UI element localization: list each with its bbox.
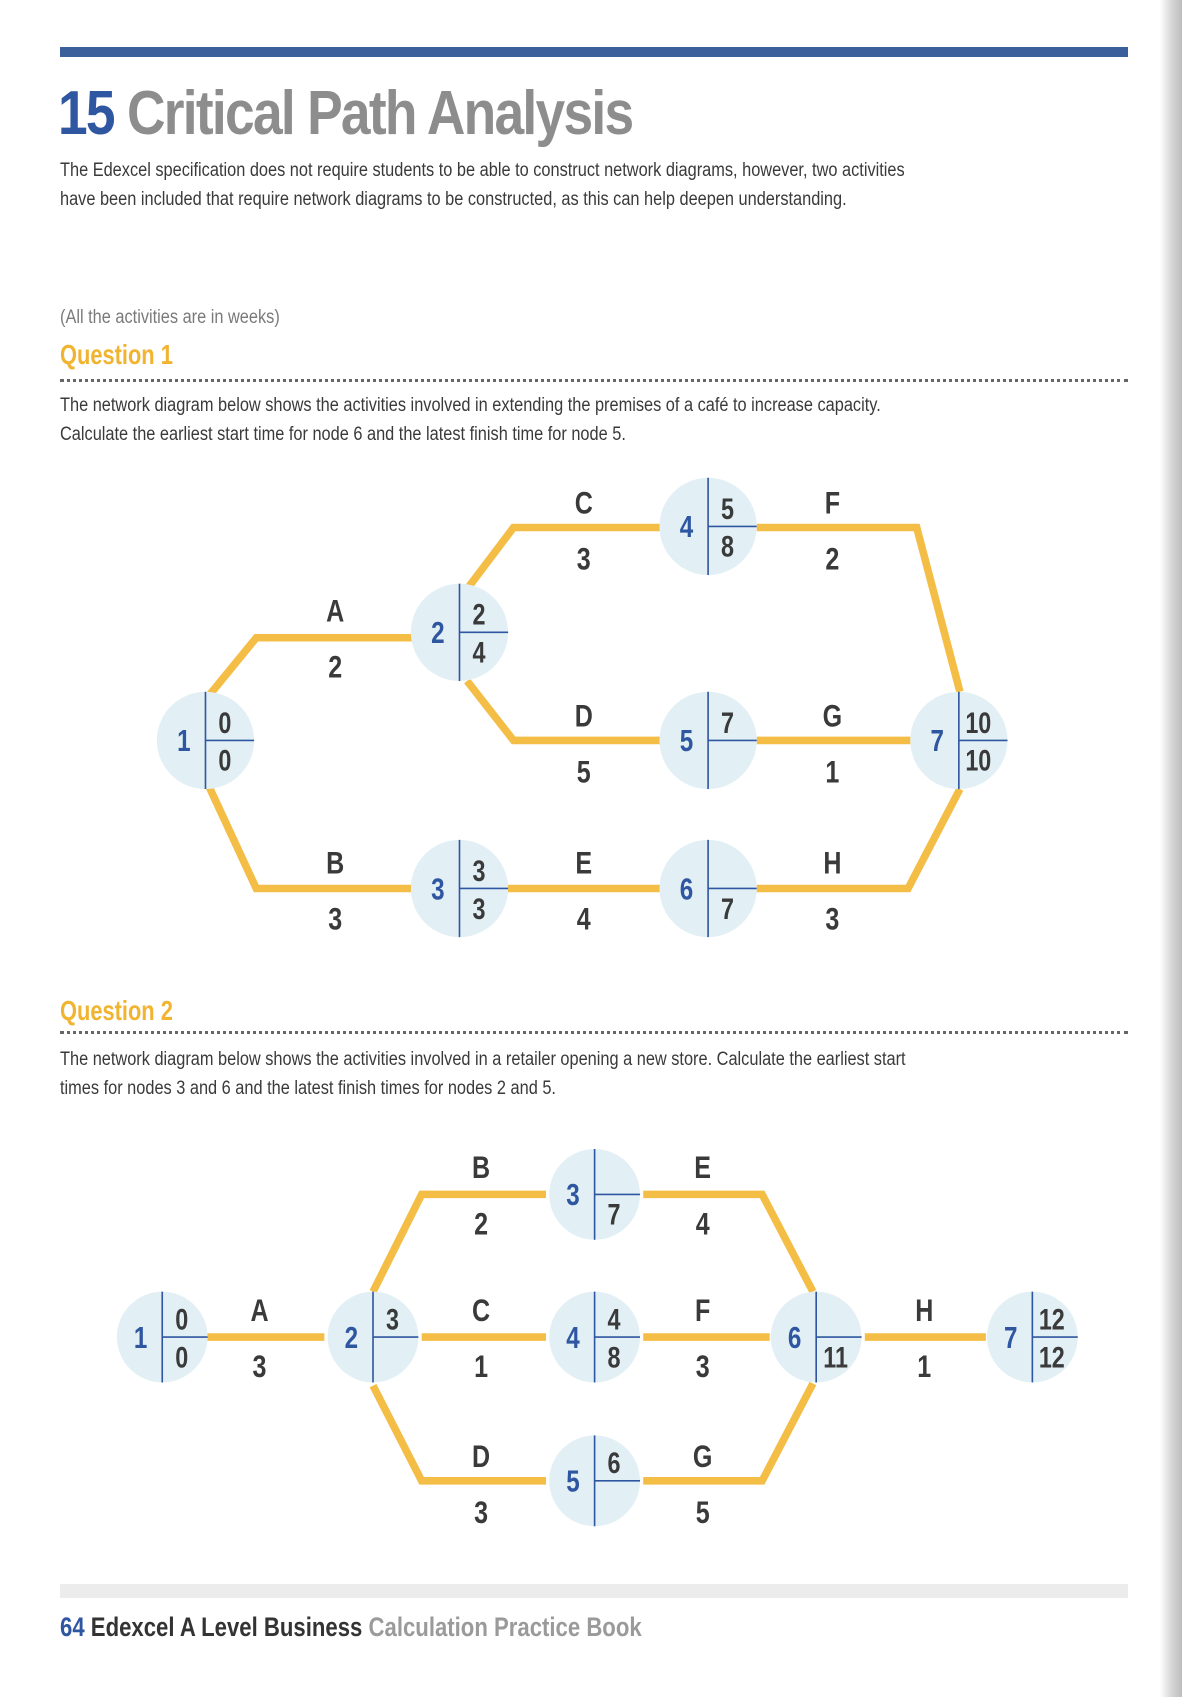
earliest-start-time: 3 bbox=[385, 1302, 399, 1337]
earliest-start-time: 10 bbox=[965, 706, 992, 740]
earliest-start-time: 12 bbox=[1038, 1302, 1065, 1337]
earliest-start-time: 3 bbox=[472, 854, 486, 888]
latest-finish-time: 8 bbox=[607, 1340, 621, 1374]
activity-arrow-E bbox=[643, 1194, 813, 1291]
activity-duration: 5 bbox=[695, 1495, 710, 1531]
footer-band bbox=[60, 1584, 1128, 1598]
node-3 bbox=[411, 840, 508, 937]
activity-duration: 1 bbox=[474, 1349, 489, 1385]
latest-finish-time: 11 bbox=[823, 1340, 848, 1374]
activity-label: H bbox=[823, 845, 842, 882]
node-4 bbox=[659, 478, 756, 575]
book-title: Calculation Practice Book bbox=[368, 1612, 642, 1642]
activity-label: D bbox=[472, 1439, 491, 1475]
earliest-start-time: 2 bbox=[472, 598, 486, 632]
node-7 bbox=[987, 1292, 1078, 1383]
node-number: 3 bbox=[566, 1177, 580, 1212]
activity-arrow-D bbox=[373, 1386, 546, 1481]
latest-finish-time: 0 bbox=[218, 744, 232, 778]
latest-finish-time: 7 bbox=[721, 892, 735, 926]
question-text-line: times for nodes 3 and 6 and the latest finish times for nodes 2 and 5. bbox=[60, 1078, 556, 1099]
chapter-number: 15 bbox=[58, 79, 114, 148]
earliest-start-time: 5 bbox=[721, 492, 735, 526]
node-number: 1 bbox=[133, 1320, 148, 1355]
activity-label: F bbox=[695, 1293, 711, 1329]
node-1 bbox=[117, 1292, 208, 1383]
units-note: (All the activities are in weeks) bbox=[60, 307, 280, 328]
latest-finish-time: 0 bbox=[175, 1340, 189, 1374]
node-number: 6 bbox=[679, 871, 694, 906]
latest-finish-time: 12 bbox=[1038, 1340, 1065, 1374]
activity-label: E bbox=[694, 1150, 712, 1186]
latest-finish-time: 3 bbox=[472, 892, 486, 926]
earliest-start-time: 0 bbox=[175, 1302, 189, 1337]
activity-duration: 3 bbox=[328, 901, 343, 938]
activity-duration: 3 bbox=[695, 1349, 710, 1385]
earliest-start-time: 6 bbox=[607, 1446, 621, 1480]
question-text-line: The network diagram below shows the activities involved in extending the premises of a café to increase capacity. bbox=[60, 395, 881, 416]
activity-duration: 4 bbox=[576, 901, 591, 938]
activity-duration: 2 bbox=[328, 650, 343, 686]
question-2-heading: Question 2 bbox=[60, 995, 173, 1026]
node-6 bbox=[771, 1292, 862, 1383]
node-5 bbox=[659, 692, 756, 789]
activity-duration: 5 bbox=[576, 754, 591, 791]
activity-duration: 4 bbox=[695, 1206, 710, 1243]
node-number: 4 bbox=[566, 1320, 580, 1355]
node-number: 7 bbox=[930, 723, 944, 758]
node-6 bbox=[659, 840, 756, 937]
activity-arrow-C bbox=[467, 527, 665, 589]
activity-label: C bbox=[574, 485, 593, 522]
chapter-title: Critical Path Analysis bbox=[126, 79, 633, 148]
node-number: 7 bbox=[1004, 1320, 1018, 1355]
latest-finish-time: 8 bbox=[721, 530, 735, 564]
node-4 bbox=[549, 1292, 640, 1383]
activity-arrow-A bbox=[208, 638, 417, 697]
activity-duration: 2 bbox=[474, 1206, 489, 1243]
question-2-network-diagram bbox=[117, 1149, 1078, 1531]
node-5 bbox=[549, 1435, 640, 1526]
activity-label: B bbox=[326, 845, 345, 882]
activity-arrow-B bbox=[373, 1194, 546, 1291]
activity-duration: 3 bbox=[825, 901, 840, 938]
intro-line: have been included that require network diagrams to be constructed, as this can help deepen understanding. bbox=[60, 189, 847, 210]
activity-arrow-B bbox=[208, 784, 417, 889]
node-1 bbox=[157, 692, 254, 789]
earliest-start-time: 0 bbox=[218, 706, 232, 740]
activity-label: G bbox=[692, 1439, 713, 1475]
latest-finish-time: 7 bbox=[607, 1198, 621, 1232]
latest-finish-time: 10 bbox=[965, 744, 992, 778]
activity-label: G bbox=[822, 698, 843, 735]
activity-duration: 3 bbox=[252, 1349, 267, 1385]
activity-arrow-F bbox=[757, 527, 960, 691]
activity-arrow-D bbox=[467, 681, 665, 740]
activity-arrow-G bbox=[643, 1384, 813, 1481]
activity-arrow-H bbox=[757, 789, 960, 888]
activity-label: C bbox=[472, 1293, 491, 1329]
footer bbox=[60, 1612, 642, 1643]
node-number: 5 bbox=[679, 723, 694, 758]
node-3 bbox=[549, 1149, 640, 1240]
earliest-start-time: 4 bbox=[607, 1302, 621, 1337]
activity-duration: 3 bbox=[474, 1495, 489, 1531]
activity-label: B bbox=[472, 1150, 491, 1186]
page-number: 64 bbox=[60, 1612, 85, 1642]
node-number: 3 bbox=[431, 871, 445, 906]
intro-line: The Edexcel specification does not require students to be able to construct network diagrams, however, two activities bbox=[60, 160, 905, 181]
activity-label: D bbox=[574, 698, 593, 735]
node-number: 6 bbox=[787, 1320, 802, 1355]
node-2 bbox=[328, 1292, 419, 1383]
node-number: 2 bbox=[344, 1320, 359, 1355]
question-text-line: The network diagram below shows the activities involved in a retailer opening a new store. Calculate the earliest start bbox=[60, 1049, 906, 1070]
question-1-network-diagram bbox=[157, 478, 1008, 938]
activity-duration: 1 bbox=[917, 1349, 932, 1385]
node-7 bbox=[910, 692, 1007, 789]
activity-duration: 2 bbox=[825, 542, 840, 578]
earliest-start-time: 7 bbox=[721, 706, 735, 740]
question-1-heading: Question 1 bbox=[60, 339, 173, 370]
book-series: Edexcel A Level Business bbox=[90, 1612, 363, 1642]
latest-finish-time: 4 bbox=[472, 636, 486, 670]
activity-label: E bbox=[575, 845, 593, 882]
activity-duration: 1 bbox=[825, 754, 840, 791]
question-text-line: Calculate the earliest start time for node 6 and the latest finish time for node 5. bbox=[60, 424, 626, 445]
node-2 bbox=[411, 584, 508, 681]
node-number: 5 bbox=[566, 1464, 580, 1499]
activity-duration: 3 bbox=[576, 542, 591, 578]
activity-label: A bbox=[250, 1293, 269, 1329]
node-number: 4 bbox=[679, 509, 694, 544]
activity-label: F bbox=[824, 485, 841, 522]
node-number: 2 bbox=[431, 615, 445, 650]
activity-label: H bbox=[915, 1293, 934, 1329]
node-number: 1 bbox=[177, 723, 191, 758]
activity-label: A bbox=[326, 593, 345, 630]
